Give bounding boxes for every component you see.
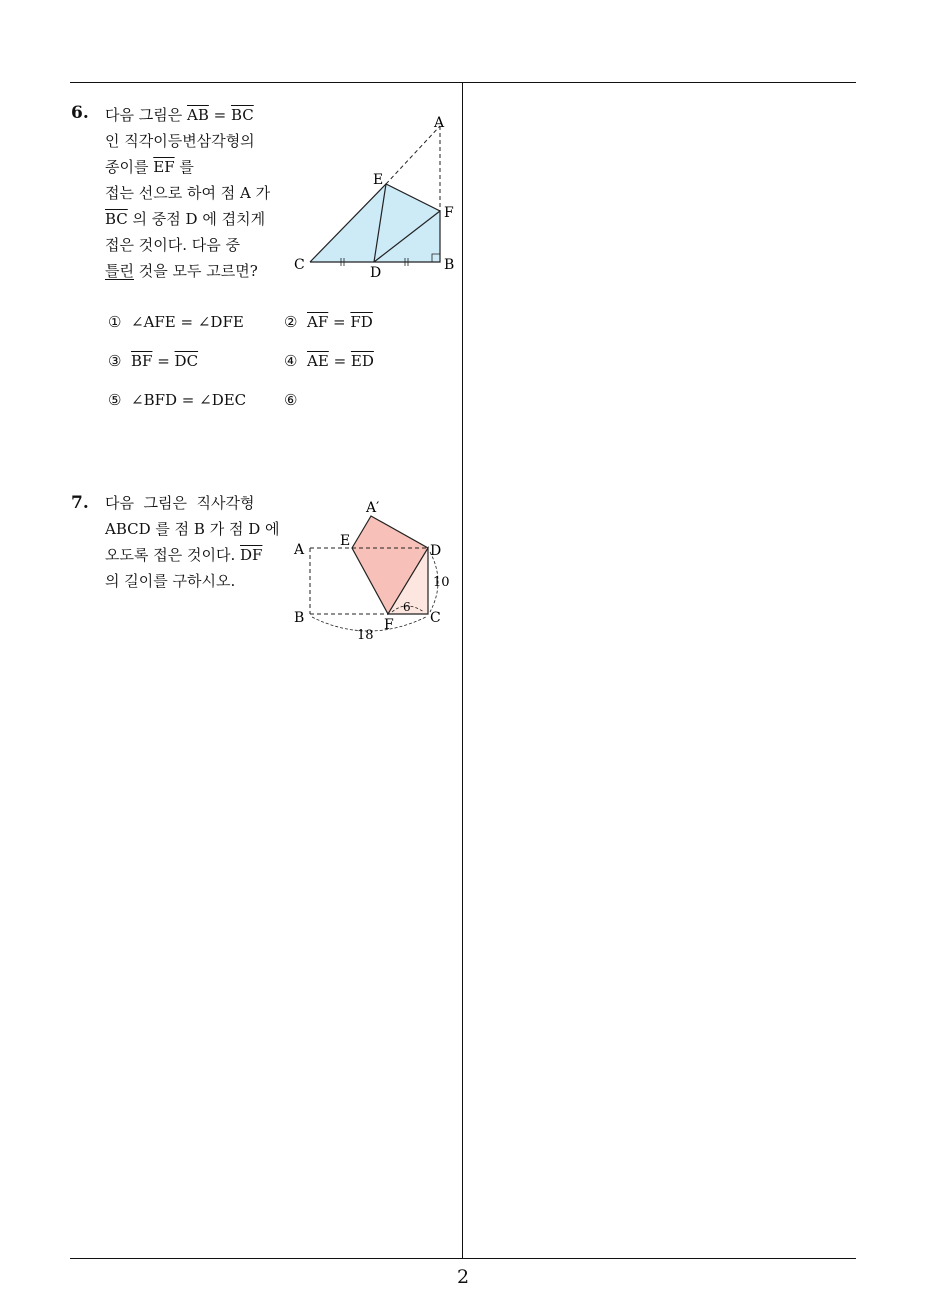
q6-figure bbox=[290, 110, 465, 285]
q6-choice-3: ③ $\overline{BF} = \overline{DC}$ bbox=[108, 352, 199, 370]
q7-label-a: A bbox=[294, 542, 305, 558]
q6-label-d: D bbox=[370, 265, 382, 281]
q6-line7: 틀린 것을 모두 고르면? bbox=[105, 262, 258, 280]
q7-label-f: F bbox=[384, 617, 394, 633]
q7-line4: 의 길이를 구하시오. bbox=[105, 572, 236, 590]
q7-figure bbox=[288, 495, 463, 645]
q6-label-a: A bbox=[434, 115, 445, 131]
q7-length-dc: 10 bbox=[433, 575, 450, 590]
q7-label-c: C bbox=[430, 610, 441, 626]
q6-choice-5: ⑤ ∠BFD = ∠DEC bbox=[108, 391, 247, 409]
q6-label-e: E bbox=[373, 172, 384, 188]
q6-choice-1: ① ∠AFE = ∠DFE bbox=[108, 313, 244, 331]
q6-line2: 인 직각이등변삼각형의 bbox=[105, 132, 255, 150]
q6-line4: 접는 선으로 하여 점 A 가 bbox=[105, 184, 271, 202]
q6-number: 6. bbox=[71, 103, 89, 123]
q7-label-e: E bbox=[340, 533, 351, 549]
q6-text bbox=[105, 102, 270, 284]
top-rule bbox=[70, 82, 856, 83]
q7-text bbox=[105, 490, 280, 594]
q6-label-c: C bbox=[294, 257, 305, 273]
q7-line2: ABCD 를 점 B 가 점 D 에 bbox=[105, 520, 280, 538]
q7-label-b: B bbox=[294, 610, 305, 626]
page-number: 2 bbox=[456, 1266, 470, 1288]
q6-line3: 종이를 $\overline{EF}$ 를 bbox=[105, 158, 194, 176]
q6-label-f: F bbox=[444, 205, 454, 221]
q6-choice-6: ⑥ bbox=[284, 391, 298, 409]
q7-label-d: D bbox=[430, 543, 442, 559]
q6-line6: 접은 것이다. 다음 중 bbox=[105, 236, 240, 254]
q6-choice-4: ④ $\overline{AE} = \overline{ED}$ bbox=[284, 352, 374, 370]
q6-line1: 다음 그림은 $\overline{AB} = \overline{BC}$ bbox=[105, 106, 254, 124]
q6-line5: $\overline{BC}$ 의 중점 D 에 겹치게 bbox=[105, 210, 266, 228]
bottom-rule bbox=[70, 1258, 856, 1259]
q7-length-fc: 6 bbox=[403, 600, 411, 614]
q7-line1: 다음 그림은 직사각형 bbox=[105, 494, 255, 512]
q7-number: 7. bbox=[71, 493, 89, 513]
q6-label-b: B bbox=[444, 257, 455, 273]
q7-label-a-prime: A′ bbox=[366, 500, 380, 516]
q6-choice-2: ② $\overline{AF} = \overline{FD}$ bbox=[284, 313, 373, 331]
q7-length-bc: 18 bbox=[357, 628, 374, 643]
q7-line3: 오도록 접은 것이다. $\overline{DF}$ bbox=[105, 546, 263, 564]
